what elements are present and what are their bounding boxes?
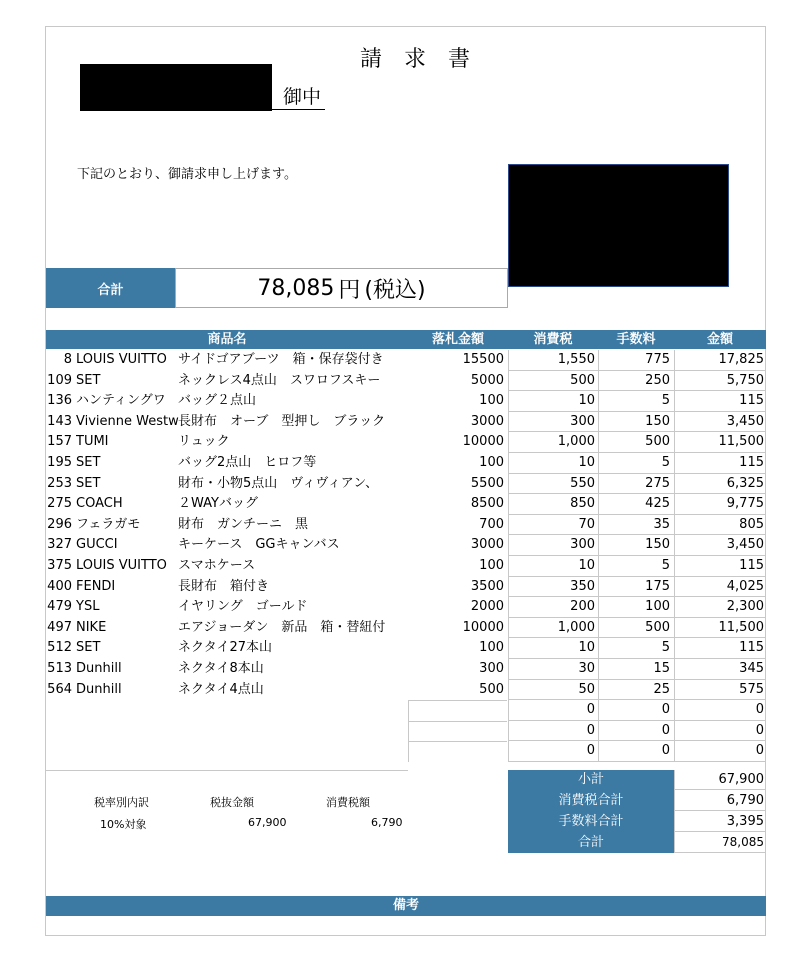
item-description: ネクタイ27本山 [178, 640, 273, 656]
table-row [46, 515, 766, 536]
bid-amount: 10000 [462, 619, 504, 635]
bid-amount: 3500 [470, 578, 504, 594]
header-bid-amount: 落札金額 [431, 332, 484, 347]
total-amount: 78,085 [257, 275, 335, 301]
brand-name: Dunhill [76, 661, 122, 676]
honorific: 御中 [283, 86, 322, 108]
tax-breakdown-rate-header: 税率別内訳 [94, 796, 149, 809]
consumption-tax: 1,550 [508, 350, 598, 371]
bid-amount-empty [408, 741, 507, 762]
line-amount: 0 [674, 741, 766, 762]
item-description: 財布 ガンチーニ 黒 [178, 516, 309, 532]
line-amount: 345 [674, 659, 766, 680]
consumption-tax: 10 [508, 556, 598, 577]
brand-name: YSL [76, 599, 100, 615]
consumption-tax: 10 [508, 391, 598, 412]
consumption-tax: 70 [508, 515, 598, 536]
total-label: 合計 [46, 268, 175, 308]
fee: 275 [598, 474, 674, 495]
consumption-tax: 0 [508, 741, 598, 762]
consumption-tax: 300 [508, 535, 598, 556]
fee: 35 [598, 515, 674, 536]
lot-number: 157 [47, 434, 72, 450]
line-amount: 6,325 [674, 474, 766, 495]
header-consumption-tax: 消費税 [533, 332, 573, 347]
item-description: スマホケース [178, 558, 256, 573]
lot-number: 479 [47, 599, 72, 615]
consumption-tax: 0 [508, 700, 598, 721]
line-amount: 115 [674, 453, 766, 474]
lot-number: 275 [47, 496, 72, 512]
total-amount-box [175, 268, 508, 308]
fee: 175 [598, 577, 674, 598]
item-description: バッグ2点山 ヒロフ等 [178, 455, 317, 470]
brand-name: SET [76, 640, 101, 656]
fee-total-value: 3,395 [674, 811, 766, 832]
lot-number: 497 [47, 619, 72, 635]
table-row [46, 350, 766, 371]
consumption-tax: 350 [508, 577, 598, 598]
bid-amount: 700 [479, 516, 504, 532]
brand-name: FENDI [76, 578, 116, 594]
table-row-empty [46, 741, 766, 762]
line-amount: 805 [674, 515, 766, 536]
consumption-tax: 1,000 [508, 432, 598, 453]
bid-amount: 500 [479, 681, 504, 697]
redacted-client-name [80, 64, 272, 111]
consumption-tax: 30 [508, 659, 598, 680]
bid-amount: 15500 [462, 352, 504, 367]
subtotal-value: 67,900 [674, 770, 766, 790]
bid-amount: 5000 [470, 372, 504, 388]
recipient-underline [80, 109, 325, 110]
redacted-issuer-block [508, 164, 729, 287]
fee: 5 [598, 556, 674, 577]
lot-number: 512 [47, 640, 72, 656]
consumption-tax: 550 [508, 474, 598, 495]
item-description: ２WAYバッグ [178, 496, 258, 512]
brand-name: LOUIS VUITTO [76, 558, 167, 573]
header-item-name: 商品名 [207, 332, 247, 347]
item-description: ネックレス4点山 スワロフスキー [178, 372, 381, 388]
tax-total-value: 6,790 [674, 790, 766, 811]
fee: 0 [598, 741, 674, 762]
lot-number: 400 [47, 578, 72, 594]
total-currency: 円 [338, 277, 361, 303]
consumption-tax: 0 [508, 721, 598, 742]
line-amount: 0 [674, 721, 766, 742]
consumption-tax: 300 [508, 412, 598, 433]
document-title: 請求書 [360, 47, 493, 72]
line-amount: 11,500 [674, 432, 766, 453]
consumption-tax: 10 [508, 638, 598, 659]
brand-name: ハンティングワ [76, 393, 166, 409]
consumption-tax: 10 [508, 453, 598, 474]
fee: 0 [598, 721, 674, 742]
line-amount: 0 [674, 700, 766, 721]
fee: 500 [598, 618, 674, 639]
item-description: ネクタイ4点山 [178, 681, 264, 697]
bid-amount: 10000 [462, 434, 504, 450]
bid-amount: 5500 [470, 475, 504, 491]
table-row [46, 597, 766, 618]
line-amount: 17,825 [674, 350, 766, 371]
brand-name: Dunhill [76, 681, 122, 697]
fee: 500 [598, 432, 674, 453]
fee: 5 [598, 453, 674, 474]
item-description: ネクタイ8本山 [178, 661, 264, 676]
bid-amount: 100 [479, 393, 504, 409]
item-description: 長財布 オーブ 型押し ブラック [178, 413, 386, 429]
line-amount: 3,450 [674, 412, 766, 433]
fee-total-label: 手数料合計 [508, 811, 674, 832]
intro-text: 下記のとおり、御請求申し上げます。 [77, 167, 297, 182]
bid-amount: 3000 [470, 413, 504, 429]
lot-number: 513 [47, 661, 72, 676]
brand-name: LOUIS VUITTO [76, 352, 167, 367]
brand-name: SET [76, 372, 101, 388]
fee: 775 [598, 350, 674, 371]
lot-number: 327 [47, 537, 72, 553]
bid-amount: 8500 [470, 496, 504, 512]
item-description: キーケース GGキャンバス [178, 537, 340, 553]
consumption-tax: 200 [508, 597, 598, 618]
lot-number: 143 [47, 413, 72, 429]
line-amount: 2,300 [674, 597, 766, 618]
brand-name: NIKE [76, 619, 107, 635]
table-row [46, 535, 766, 556]
header-amount: 金額 [706, 332, 733, 347]
line-amount: 9,775 [674, 494, 766, 515]
line-amount: 115 [674, 391, 766, 412]
table-row [46, 371, 766, 392]
lot-number: 8 [63, 352, 72, 367]
table-row [46, 412, 766, 433]
brand-name: GUCCI [76, 537, 118, 553]
table-row [46, 659, 766, 680]
line-amount: 3,450 [674, 535, 766, 556]
item-description: リュック [178, 434, 230, 450]
brand-name: SET [76, 475, 101, 491]
table-row [46, 556, 766, 577]
table-row [46, 391, 766, 412]
item-description: 長財布 箱付き [178, 578, 270, 594]
total-tax-note: (税込) [364, 277, 426, 303]
line-amount: 115 [674, 556, 766, 577]
table-row-empty [46, 721, 766, 742]
item-description: バッグ２点山 [178, 393, 257, 409]
tax-total-label: 消費税合計 [508, 790, 674, 811]
tax-breakdown-net-header: 税抜金額 [210, 796, 254, 809]
table-row [46, 494, 766, 515]
fee: 15 [598, 659, 674, 680]
tax-breakdown-net: 67,900 [248, 816, 287, 829]
lot-number: 253 [47, 475, 72, 491]
fee: 250 [598, 371, 674, 392]
line-amount: 115 [674, 638, 766, 659]
table-row [46, 474, 766, 495]
bid-amount: 100 [479, 640, 504, 656]
line-amount: 11,500 [674, 618, 766, 639]
subtotal-label: 小計 [508, 770, 674, 790]
brand-name: SET [76, 455, 101, 470]
header-fee: 手数料 [616, 332, 656, 347]
grand-total-value: 78,085 [674, 832, 766, 853]
bid-amount: 300 [479, 661, 504, 676]
line-amount: 5,750 [674, 371, 766, 392]
line-amount: 4,025 [674, 577, 766, 598]
item-description: 財布・小物5点山 ヴィヴィアン、 [178, 475, 379, 491]
table-row-empty [46, 700, 766, 721]
fee: 5 [598, 391, 674, 412]
table-row [46, 618, 766, 639]
item-description: サイドゴアブーツ 箱・保存袋付き [178, 352, 384, 367]
line-amount: 575 [674, 680, 766, 701]
table-row [46, 453, 766, 474]
fee: 25 [598, 680, 674, 701]
fee: 425 [598, 494, 674, 515]
brand-name: COACH [76, 496, 123, 512]
lot-number: 564 [47, 681, 72, 697]
consumption-tax: 50 [508, 680, 598, 701]
consumption-tax: 850 [508, 494, 598, 515]
brand-name: フェラガモ [76, 516, 141, 532]
fee: 100 [598, 597, 674, 618]
tax-breakdown-tax-header: 消費税額 [326, 796, 370, 809]
table-row [46, 577, 766, 598]
table-row [46, 638, 766, 659]
tax-breakdown-divider [46, 770, 408, 771]
brand-name: TUMI [76, 434, 109, 450]
table-header [46, 330, 766, 349]
consumption-tax: 500 [508, 371, 598, 392]
grand-total-label: 合計 [508, 832, 674, 853]
item-description: エアジョーダン 新品 箱・替紐付 [178, 619, 386, 635]
bid-amount: 2000 [470, 599, 504, 615]
fee: 150 [598, 412, 674, 433]
fee: 5 [598, 638, 674, 659]
tax-breakdown-rate: 10%対象 [100, 818, 147, 831]
table-row [46, 432, 766, 453]
tax-breakdown-tax: 6,790 [371, 816, 403, 829]
lot-number: 375 [47, 558, 72, 573]
bid-amount: 3000 [470, 537, 504, 553]
brand-name: Vivienne Westw [76, 413, 179, 429]
lot-number: 109 [47, 372, 72, 388]
item-description: イヤリング ゴールド [178, 599, 308, 615]
lot-number: 296 [47, 516, 72, 532]
lot-number: 195 [47, 455, 72, 470]
fee: 150 [598, 535, 674, 556]
bid-amount: 100 [479, 558, 504, 573]
consumption-tax: 1,000 [508, 618, 598, 639]
bid-amount-empty [408, 721, 507, 742]
bid-amount: 100 [479, 455, 504, 470]
lot-number: 136 [47, 393, 72, 409]
table-row [46, 680, 766, 701]
bid-amount-empty [408, 700, 507, 721]
remarks-header: 備考 [46, 896, 766, 916]
fee: 0 [598, 700, 674, 721]
